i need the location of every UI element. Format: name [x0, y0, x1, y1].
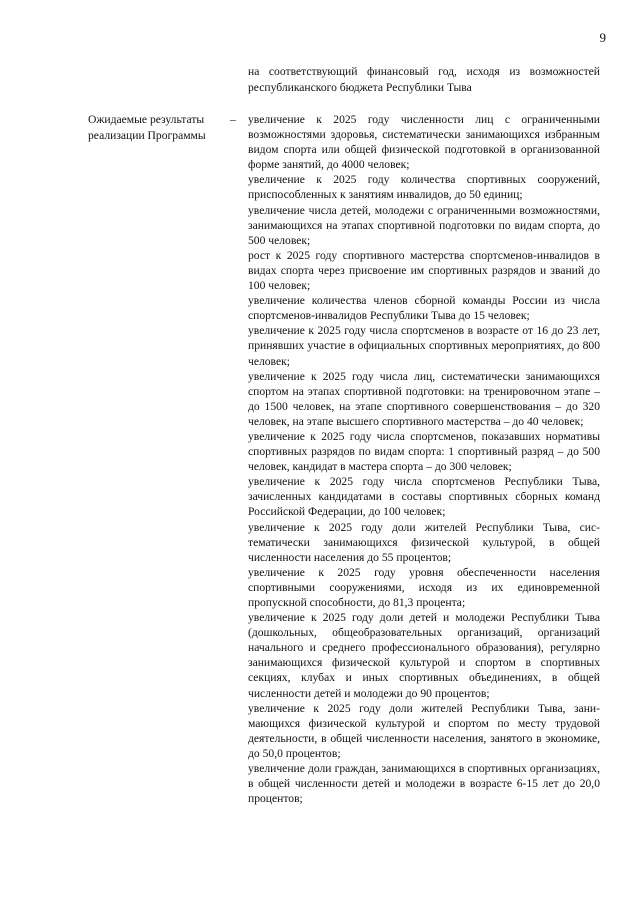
intro-paragraph: на соответствующий финансовый год, исходя из возможностей республиканского бюджета Республики Тыва [248, 65, 600, 94]
result-item: увеличение к 2025 году доли детей и молодежи Республики Тыва (дошкольных, общеобразовательных организаций, организаций начального и среднего профессионального образования), регулярно занимающихся физической культурой и спортом в спортивных секциях, клубах и иных спортивных объединениях, в общей численности детей и молодежи до 90 процентов; [248, 611, 600, 700]
results-list [248, 112, 600, 806]
page-number: 9 [599, 30, 606, 45]
result-item: увеличение к 2025 году уровня обеспеченности населения спортивными сооружениями, исходя из их единовременной пропускной способности, до 81,3 процента; [248, 565, 600, 609]
section-label: Ожидаемые результаты реализации Программы [88, 113, 206, 142]
dash-marker: – [230, 113, 236, 126]
result-item: увеличение к 2025 году доли жителей Республики Тыва, занимающихся физической культурой и спортом по месту трудовой деятельности, в общей численности населения, занятого в экономике, до 50,0 процентов; [248, 701, 600, 760]
result-item: увеличение к 2025 году количества спортивных сооружений, приспособленных к занятиям инвалидов, до 50 единиц; [248, 173, 600, 202]
result-item: увеличение числа детей, молодежи с ограниченными возможностями, занимающихся на этапах спортивной подготовки по видам спорта, до 500 человек; [248, 203, 600, 247]
result-item: увеличение количества членов сборной команды России из числа спортсменов-инвалидов Республики Тыва до 15 человек; [248, 294, 600, 323]
result-item: рост к 2025 году спортивного мастерства спортсменов-инвалидов в видах спорта через присвоение им спортивных разрядов и званий до 100 человек; [248, 248, 600, 293]
result-item: увеличение к 2025 году числа спортсменов, показавших нормативы спортивных разрядов по видам спорта: 1 спортивный разряд – до 500 человек, кандидат в мастера спорта – до 300 человек; [248, 429, 600, 474]
result-item: увеличение к 2025 году численности лиц с ограниченными возможностями здоровья, систематически занимающихся избранным видом спорта или общей физической подготовкой в организованной форме занятий, до 4000 человек; [248, 113, 600, 172]
result-item: увеличение к 2025 году числа лиц, систематически занимающихся спортом на этапах спортивной подготовки: на тренировочном этапе – до 1500 человек, на этапе спортивного совершенствования – до 320 человек, на этапе высшего спортивного мастерства – до 40 человек; [248, 369, 600, 428]
result-item: увеличение к 2025 году числа спортсменов Республики Тыва, зачисленных кандидатами в составы спортивных сборных команд Российской Федерации, до 100 человек; [248, 475, 600, 519]
result-item: увеличение доли граждан, занимающихся в спортивных организациях, в общей численности детей и молодежи в возрасте 6-15 лет до 20,0 процентов; [248, 762, 600, 806]
result-item: увеличение к 2025 году доли жителей Республики Тыва, систематически занимающихся физической культурой, в общей численности населения до 55 процентов; [248, 520, 600, 564]
result-item: увеличение к 2025 году числа спортсменов в возрасте от 16 до 23 лет, принявших участие в официальных спортивных мероприятиях, до 800 человек; [248, 324, 600, 368]
